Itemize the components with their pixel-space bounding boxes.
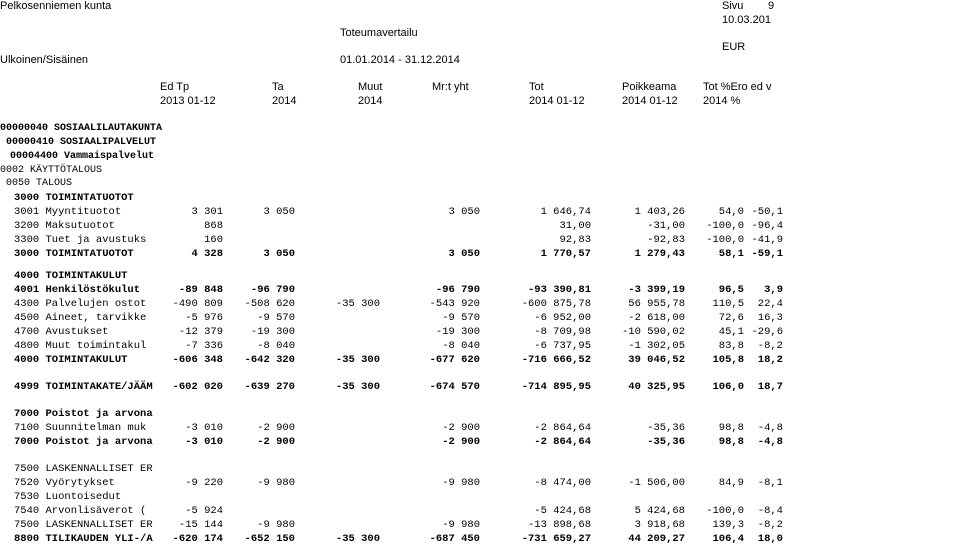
org-name: Pelkosenniemen kunta [0, 0, 112, 12]
cell-value: 1 279,43 [634, 248, 685, 260]
row-label: 7500 LASKENNALLISET ER [14, 519, 153, 531]
cell-value: 1 770,57 [540, 248, 591, 260]
col-header-top: Mr:t yht [432, 81, 469, 93]
row-label: 7530 Luontoisedut [14, 491, 122, 503]
cell-value: -100,0 [706, 505, 744, 517]
col-header-top: Muut [358, 81, 383, 93]
table-row [0, 270, 960, 284]
cell-value: -677 620 [429, 354, 480, 366]
cell-value: -2 900 [257, 422, 295, 434]
row-label: 4999 TOIMINTAKATE/JÄÄM [14, 381, 153, 393]
cell-value: -642 320 [244, 354, 295, 366]
cell-value: 16,3 [757, 312, 783, 324]
cell-value: -8,2 [757, 340, 783, 352]
cell-value: -543 920 [429, 298, 480, 310]
col-header-bottom: 2014 [272, 95, 297, 107]
cell-value: -35 300 [335, 381, 380, 393]
cell-value: 1 403,26 [634, 206, 685, 218]
cell-value: -639 270 [244, 381, 295, 393]
row-label: 4000 TOIMINTAKULUT [14, 354, 128, 366]
cell-value: -2 900 [442, 436, 480, 448]
cell-value: -8,4 [757, 505, 783, 517]
col-header-bottom: 2014 01-12 [529, 95, 585, 107]
row-label: 3300 Tuet ja avustuks [14, 234, 147, 246]
cell-value: -9 570 [257, 312, 295, 324]
cell-value: -1 506,00 [628, 477, 685, 489]
table-row [0, 408, 960, 422]
cell-value: -2 618,00 [628, 312, 685, 324]
cell-value: -9 980 [442, 519, 480, 531]
col-header-top: Poikkeama [622, 81, 677, 93]
cell-value: -716 666,52 [521, 354, 591, 366]
cell-value: -490 809 [172, 298, 223, 310]
cell-value: 96,5 [718, 284, 744, 296]
cell-value: 110,5 [712, 298, 744, 310]
cell-value: 18,7 [757, 381, 783, 393]
cell-value: -35,36 [647, 422, 685, 434]
table-row [0, 298, 960, 312]
cell-value: -2 900 [442, 422, 480, 434]
cell-value: -13 898,68 [527, 519, 591, 531]
group-label: 0050 TALOUS [6, 178, 73, 189]
cell-value: 40 325,95 [628, 381, 685, 393]
page-label: Sivu [722, 0, 744, 12]
cell-value: -92,83 [647, 234, 685, 246]
table-row [0, 206, 960, 220]
cell-value: -2 864,64 [534, 436, 591, 448]
group-label: 0002 KÄYTTÖTALOUS [0, 165, 103, 176]
table-row [0, 477, 960, 491]
cell-value: -8,2 [757, 519, 783, 531]
table-row [0, 463, 960, 477]
cell-value: 868 [204, 220, 223, 232]
cell-value: -6 737,95 [534, 340, 591, 352]
cell-value: 3 301 [191, 206, 223, 218]
cell-value: -4,8 [757, 436, 783, 448]
report-date: 10.03.201 [722, 14, 771, 26]
col-header-bottom: 2014 [358, 95, 383, 107]
col-header-top: Ed Tp [160, 81, 190, 93]
cell-value: -602 020 [172, 381, 223, 393]
col-header-top: Tot [529, 81, 544, 93]
cell-value: -100,0 [706, 220, 744, 232]
group-label: 00000410 SOSIAALIPALVELUT [6, 137, 157, 148]
cell-value: 160 [204, 234, 223, 246]
row-label: 3001 Myyntituotot [14, 206, 122, 218]
cell-value: -2 900 [257, 436, 295, 448]
cell-value: -687 450 [429, 533, 480, 545]
row-label: 7500 LASKENNALLISET ER [14, 463, 153, 475]
cell-value: 18,0 [757, 533, 783, 545]
cell-value: -19 300 [435, 326, 480, 338]
cell-value: -96,4 [751, 220, 783, 232]
cell-value: -8,1 [757, 477, 783, 489]
table-row [0, 519, 960, 533]
col-header-top: Ta [272, 81, 284, 93]
cell-value: 3 918,68 [634, 519, 685, 531]
cell-value: 3 050 [263, 248, 295, 260]
cell-value: -652 150 [244, 533, 295, 545]
row-label: 7540 Arvonlisäverot ( [14, 505, 147, 517]
cell-value: -5 976 [185, 312, 223, 324]
cell-value: -96 790 [250, 284, 295, 296]
cell-value: -29,6 [751, 326, 783, 338]
row-label: 7000 Poistot ja arvona [14, 436, 153, 448]
row-label: 4001 Henkilöstökulut [14, 284, 141, 296]
cell-value: 1 646,74 [540, 206, 591, 218]
table-row [0, 284, 960, 298]
cell-value: -35 300 [335, 533, 380, 545]
cell-value: 39 046,52 [628, 354, 685, 366]
cell-value: -620 174 [172, 533, 223, 545]
cell-value: 4 328 [191, 248, 223, 260]
table-row [0, 234, 960, 248]
col-header-bottom: 2014 % [703, 95, 741, 107]
cell-value: -3 010 [185, 422, 223, 434]
cell-value: 3,9 [764, 284, 783, 296]
cell-value: 58,1 [718, 248, 744, 260]
row-label: 4700 Avustukset [14, 326, 109, 338]
cell-value: -50,1 [751, 206, 783, 218]
cell-value: -100,0 [706, 234, 744, 246]
cell-value: -600 875,78 [521, 298, 591, 310]
cell-value: -15 144 [178, 519, 223, 531]
cell-value: -35 300 [335, 354, 380, 366]
group-label: 00004400 Vammaispalvelut [10, 151, 155, 162]
table-row [0, 491, 960, 505]
cell-value: -41,9 [751, 234, 783, 246]
row-label: 4800 Muut toimintakul [14, 340, 147, 352]
cell-value: 3 050 [448, 248, 480, 260]
cell-value: -674 570 [429, 381, 480, 393]
cell-value: 18,2 [757, 354, 783, 366]
cell-value: -4,8 [757, 422, 783, 434]
cell-value: 92,83 [559, 234, 591, 246]
scope: Ulkoinen/Sisäinen [0, 54, 89, 66]
row-label: 4000 TOIMINTAKULUT [14, 270, 128, 282]
cell-value: 98,8 [718, 422, 744, 434]
cell-value: 5 424,68 [634, 505, 685, 517]
cell-value: -8 474,00 [534, 477, 591, 489]
cell-value: -8 040 [257, 340, 295, 352]
page-number: 9 [768, 0, 775, 12]
cell-value: -35,36 [647, 436, 685, 448]
table-row [0, 354, 960, 368]
cell-value: -714 895,95 [521, 381, 591, 393]
cell-value: -10 590,02 [621, 326, 685, 338]
cell-value: 45,1 [718, 326, 744, 338]
row-label: 7520 Vyörytykset [14, 477, 115, 489]
cell-value: -89 848 [178, 284, 223, 296]
cell-value: 54,0 [718, 206, 744, 218]
currency: EUR [722, 41, 746, 53]
cell-value: -508 620 [244, 298, 295, 310]
cell-value: -19 300 [250, 326, 295, 338]
row-label: 3200 Maksutuotot [14, 220, 115, 232]
cell-value: 139,3 [712, 519, 744, 531]
col-header-bottom: 2013 01-12 [160, 95, 216, 107]
cell-value: -9 980 [442, 477, 480, 489]
cell-value: 44 209,27 [628, 533, 685, 545]
cell-value: -9 980 [257, 519, 295, 531]
cell-value: -731 659,27 [521, 533, 591, 545]
cell-value: -31,00 [647, 220, 685, 232]
cell-value: -8 709,98 [534, 326, 591, 338]
cell-value: 106,0 [712, 381, 744, 393]
cell-value: -1 302,05 [628, 340, 685, 352]
cell-value: -606 348 [172, 354, 223, 366]
cell-value: 3 050 [263, 206, 295, 218]
cell-value: -9 980 [257, 477, 295, 489]
group-label: 00000040 SOSIAALILAUTAKUNTA [0, 123, 163, 134]
period: 01.01.2014 - 31.12.2014 [340, 54, 460, 66]
cell-value: -5 924 [185, 505, 223, 517]
cell-value: -2 864,64 [534, 422, 591, 434]
table-row [0, 505, 960, 519]
cell-value: -93 390,81 [527, 284, 591, 296]
table-row [0, 220, 960, 234]
cell-value: 105,8 [712, 354, 744, 366]
row-label: 3000 TOIMINTATUOTOT [14, 192, 134, 204]
table-row [0, 340, 960, 354]
report-title: Toteumavertailu [340, 27, 418, 39]
cell-value: -3 399,19 [628, 284, 685, 296]
cell-value: -59,1 [751, 248, 783, 260]
cell-value: -96 790 [435, 284, 480, 296]
col-header-top: Tot %Ero ed v [703, 81, 772, 93]
cell-value: 106,4 [712, 533, 744, 545]
row-label: 4500 Aineet, tarvikke [14, 312, 147, 324]
cell-value: -35 300 [335, 298, 380, 310]
table-row [0, 312, 960, 326]
cell-value: -3 010 [185, 436, 223, 448]
cell-value: -8 040 [442, 340, 480, 352]
cell-value: -12 379 [178, 326, 223, 338]
table-row [0, 248, 960, 262]
table-row [0, 422, 960, 436]
table-row [0, 381, 960, 395]
cell-value: 98,8 [718, 436, 744, 448]
row-label: 4300 Palvelujen ostot [14, 298, 147, 310]
cell-value: -5 424,68 [534, 505, 591, 517]
col-header-bottom: 2014 01-12 [622, 95, 678, 107]
row-label: 7100 Suunnitelman muk [14, 422, 147, 434]
table-row [0, 192, 960, 206]
cell-value: 72,6 [718, 312, 744, 324]
row-label: 7000 Poistot ja arvona [14, 408, 153, 420]
cell-value: 56 955,78 [628, 298, 685, 310]
row-label: 8800 TILIKAUDEN YLI-/A [14, 533, 153, 545]
cell-value: 31,00 [559, 220, 591, 232]
cell-value: -7 336 [185, 340, 223, 352]
cell-value: 84,9 [718, 477, 744, 489]
row-label: 3000 TOIMINTATUOTOT [14, 248, 134, 260]
table-row [0, 326, 960, 340]
cell-value: -6 952,00 [534, 312, 591, 324]
cell-value: 83,8 [718, 340, 744, 352]
cell-value: -9 220 [185, 477, 223, 489]
cell-value: 22,4 [757, 298, 783, 310]
cell-value: -9 570 [442, 312, 480, 324]
cell-value: 3 050 [448, 206, 480, 218]
table-row [0, 436, 960, 450]
